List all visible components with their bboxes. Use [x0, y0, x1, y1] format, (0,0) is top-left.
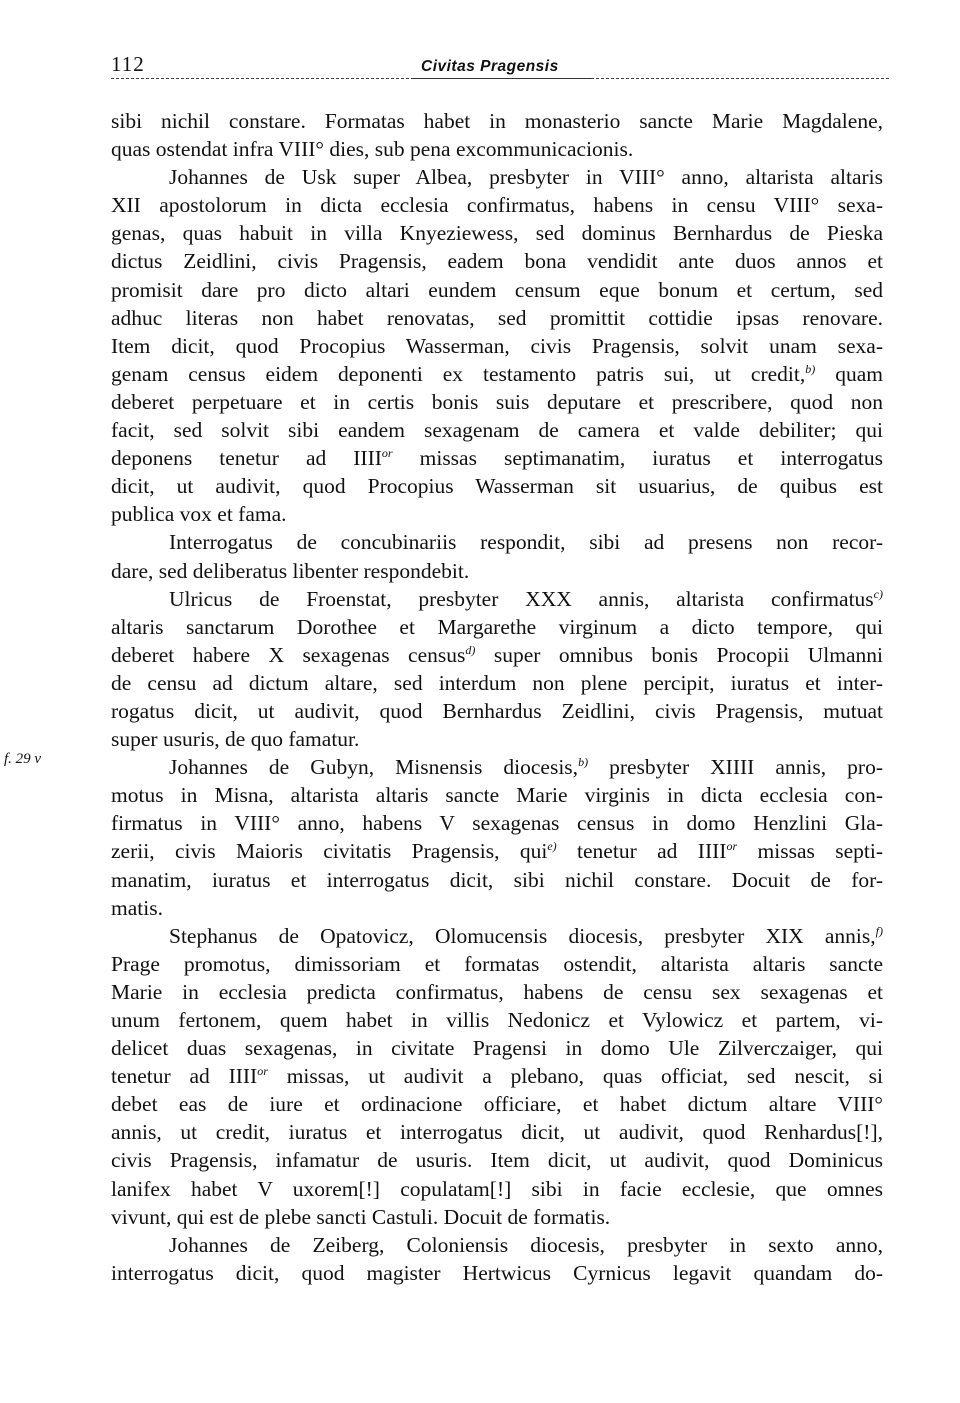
line-text: matis. [111, 895, 163, 920]
line-text: genam census eidem deponenti ex testamento patris sui, ut credit, [111, 361, 806, 386]
text-line [111, 1090, 883, 1118]
line-text: tenetur ad IIII [111, 1064, 258, 1089]
text-line [111, 304, 883, 332]
footnote-marker: e) [547, 839, 557, 854]
header-rule-underline [411, 78, 591, 79]
page-number: 112 [111, 52, 145, 76]
line-text: annis, ut credit, iuratus et interrogatus dicit, ut audivit, quod Renhardus[!], [111, 1120, 883, 1145]
line-text: Prage promotus, dimissoriam et formatas ostendit, altarista altaris sancte [111, 951, 883, 976]
text-line [111, 781, 883, 809]
line-text: motus in Misna, altarista altaris sancte Marie virginis in dicta ecclesia con- [111, 783, 883, 808]
line-text: missas septimanatim, iuratus et interrogatus [392, 446, 884, 471]
line-text: Marie in ecclesia predicta confirmatus, habens de censu sex sexagenas et [111, 979, 883, 1004]
line-text: deponens tenetur ad IIII [111, 446, 382, 471]
footnote-marker: or [381, 446, 393, 461]
line-text: deberet habere X sexagenas census [111, 642, 466, 667]
line-text: publica vox et fama. [111, 502, 287, 527]
text-line [111, 557, 883, 585]
text-line [111, 641, 883, 669]
line-text: missas, ut audivit a plebano, quas officiat, sed nescit, si [267, 1064, 884, 1089]
line-text: Johannes de Gubyn, Misnensis diocesis, [169, 755, 579, 780]
running-title: Civitas Pragensis [421, 58, 559, 75]
footnote-marker: b) [578, 755, 589, 770]
line-text: genas, quas habuit in villa Knyeziewess, sed dominus Bernhardus de Pieska [111, 221, 883, 246]
footnote-marker: f) [875, 923, 883, 938]
text-line [111, 1062, 883, 1090]
line-text: Johannes de Usk super Albea, presbyter in VIII° anno, altarista altaris [169, 165, 883, 190]
line-text: dicit, ut audivit, quod Procopius Wasserman sit usuarius, de quibus est [111, 474, 883, 499]
text-line [111, 1006, 883, 1034]
line-text: Ulricus de Froenstat, presbyter XXX annis, altarista confirmatus [169, 586, 874, 611]
footnote-marker: d) [465, 642, 476, 657]
line-text: quam [815, 361, 883, 386]
text-line [111, 416, 883, 444]
line-text: super usuris, de quo famatur. [111, 727, 360, 752]
line-text: missas septi- [737, 839, 884, 864]
line-text: lanifex habet V uxorem[!] copulatam[!] sibi in facie ecclesie, que omnes [111, 1176, 883, 1201]
text-line [111, 444, 883, 472]
line-text: Johannes de Zeiberg, Coloniensis diocesis, presbyter in sexto anno, [169, 1232, 883, 1257]
text-line [111, 809, 883, 837]
footnote-marker: or [726, 839, 738, 854]
text-line [111, 866, 883, 894]
text-line [111, 360, 883, 388]
line-text: de censu ad dictum altare, sed interdum non plene percipit, iuratus et inter- [111, 670, 883, 695]
text-line [111, 163, 883, 191]
body-text [111, 107, 883, 1287]
text-line [111, 669, 883, 697]
line-text: sibi nichil constare. Formatas habet in monasterio sancte Marie Magdalene, [111, 109, 883, 133]
footnote-marker: b) [805, 361, 816, 376]
line-text: vivunt, qui est de plebe sancti Castuli. Docuit de formatis. [111, 1204, 611, 1229]
text-line [111, 613, 883, 641]
line-text: facit, sed solvit sibi eandem sexagenam de camera et valde debiliter; qui [111, 418, 883, 443]
line-text: quas ostendat infra VIII° dies, sub pena excommunicacionis. [111, 137, 634, 162]
line-text: zerii, civis Maioris civitatis Pragensis, qui [111, 839, 548, 864]
text-line [111, 528, 883, 556]
text-line [111, 247, 883, 275]
text-line [111, 472, 883, 500]
text-line [111, 1118, 883, 1146]
text-line [111, 107, 883, 135]
text-line [111, 1231, 883, 1259]
text-line [111, 922, 883, 950]
text-line [111, 191, 883, 219]
text-line [111, 585, 883, 613]
line-text: tenetur ad IIII [556, 839, 727, 864]
line-text: dare, sed deliberatus libenter respondebit. [111, 558, 470, 583]
line-text: XII apostolorum in dicta ecclesia confirmatus, habens in censu VIII° sexa- [111, 193, 883, 218]
line-text: Interrogatus de concubinariis respondit, sibi ad presens non recor- [169, 530, 883, 555]
text-line [111, 894, 883, 922]
text-line [111, 837, 883, 865]
text-line [111, 388, 883, 416]
line-text: presbyter XIIII annis, pro- [588, 755, 883, 780]
line-text: adhuc literas non habet renovatas, sed promittit cottidie ipsas renovare. [111, 305, 883, 330]
text-line [111, 978, 883, 1006]
line-text: unum fertonem, quem habet in villis Nedonicz et Vylowicz et partem, vi- [111, 1008, 883, 1032]
page-header [111, 52, 889, 86]
text-line [111, 500, 883, 528]
text-line [111, 950, 883, 978]
text-line [111, 1175, 883, 1203]
line-text: debet eas de iure et ordinacione officiare, et habet dictum altare VIII° [111, 1092, 883, 1117]
line-text: altaris sanctarum Dorothee et Margarethe virginum a dicto tempore, qui [111, 614, 883, 639]
line-text: Stephanus de Opatovicz, Olomucensis diocesis, presbyter XIX annis, [169, 923, 876, 948]
text-line [111, 276, 883, 304]
text-line [111, 697, 883, 725]
text-line [111, 725, 883, 753]
text-line [111, 1034, 883, 1062]
text-line [111, 219, 883, 247]
line-text: rogatus dicit, ut audivit, quod Bernhardus Zeidlini, civis Pragensis, mutuat [111, 698, 883, 723]
text-line [111, 1146, 883, 1174]
line-text: firmatus in VIII° anno, habens V sexagenas census in domo Henzlini Gla- [111, 811, 883, 836]
line-text: delicet duas sexagenas, in civitate Pragensi in domo Ule Zilverczaiger, qui [111, 1036, 883, 1061]
margin-folio-note: f. 29 v [4, 751, 42, 767]
line-text: promisit dare pro dicto altari eundem censum eque bonum et certum, sed [111, 277, 883, 302]
line-text: Item dicit, quod Procopius Wasserman, civis Pragensis, solvit unam sexa- [111, 333, 883, 358]
text-line [111, 753, 883, 781]
text-line [111, 135, 883, 163]
line-text: interrogatus dicit, quod magister Hertwicus Cyrnicus legavit quandam do- [111, 1260, 883, 1285]
footnote-marker: or [257, 1064, 268, 1079]
line-text: manatim, iuratus et interrogatus dicit, sibi nichil constare. Docuit de for- [111, 867, 883, 892]
line-text: civis Pragensis, infamatur de usuris. Item dicit, ut audivit, quod Dominicus [111, 1148, 883, 1173]
line-text: dictus Zeidlini, civis Pragensis, eadem bona vendidit ante duos annos et [111, 249, 883, 274]
line-text: deberet perpetuare et in certis bonis suis deputare et prescribere, quod non [111, 389, 883, 414]
text-line [111, 332, 883, 360]
footnote-marker: c) [873, 586, 883, 601]
text-line [111, 1259, 883, 1287]
line-text: super omnibus bonis Procopii Ulmanni [475, 642, 883, 667]
text-line [111, 1203, 883, 1231]
